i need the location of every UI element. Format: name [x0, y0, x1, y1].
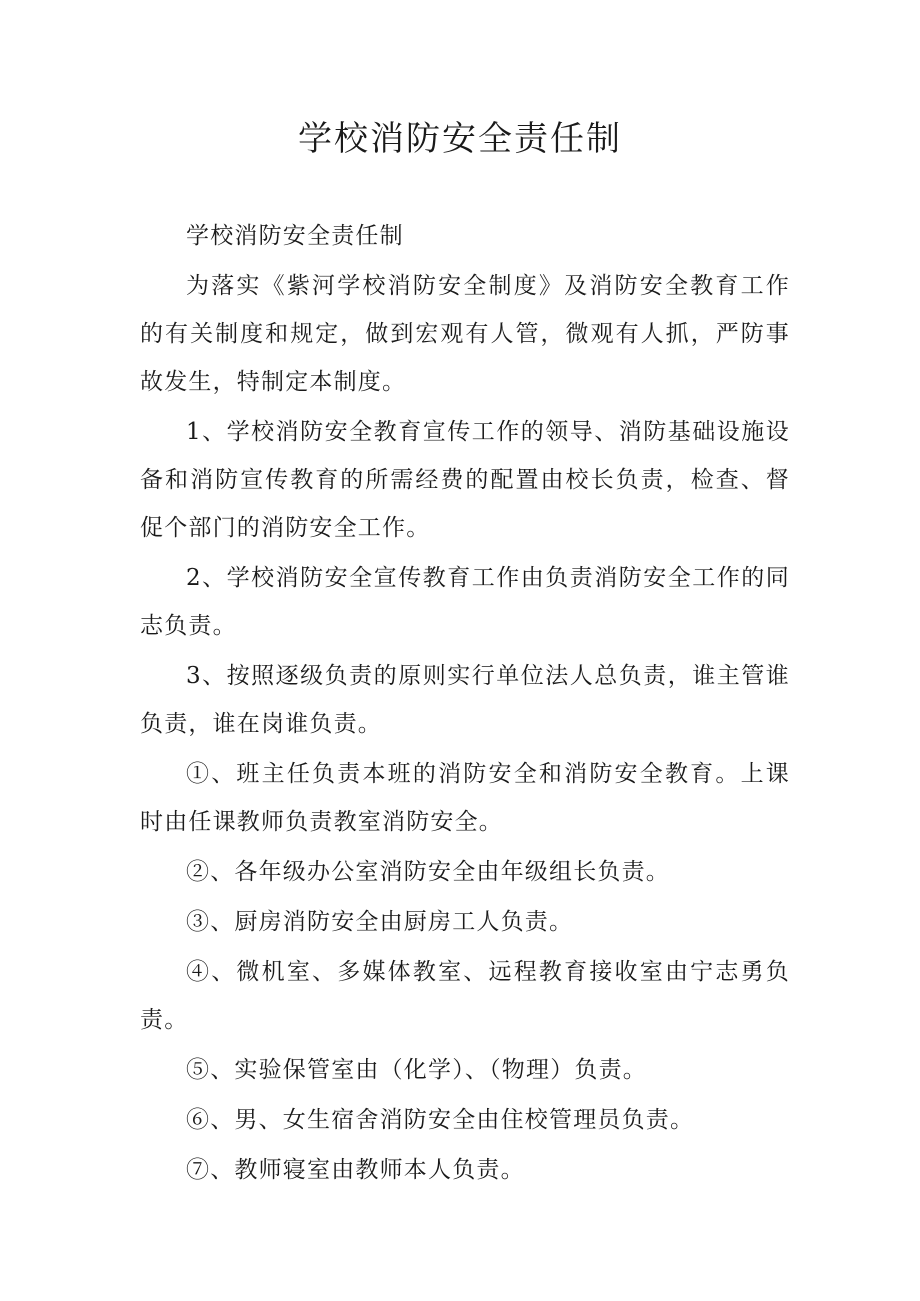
paragraph-item-1: 1、学校消防安全教育宣传工作的领导、消防基础设施设备和消防宣传教育的所需经费的配置由校长负责，检查、督促个部门的消防安全工作。	[140, 419, 790, 541]
paragraph-subitem-7: ⑦、教师寝室由教师本人负责。	[186, 1157, 525, 1183]
paragraph-subitem-5: ⑤、实验保管室由（化学）、（物理）负责。	[186, 1057, 647, 1083]
paragraph-subtitle: 学校消防安全责任制	[186, 223, 404, 249]
paragraph-subitem-1: ①、班主任负责本班的消防安全和消防安全教育。上课时由任课教师负责教室消防安全。	[140, 761, 790, 835]
paragraph-item-3: 3、按照逐级负责的原则实行单位法人总负责，谁主管谁负责，谁在岗谁负责。	[140, 663, 790, 737]
paragraph-subitem-3: ③、厨房消防安全由厨房工人负责。	[186, 909, 574, 935]
paragraph-intro: 为落实《紫河学校消防安全制度》及消防安全教育工作的有关制度和规定，做到宏观有人管，微观有人抓，严防事故发生，特制定本制度。	[140, 273, 790, 395]
paragraph-subitem-4: ④、微机室、多媒体教室、远程教育接收室由宁志勇负责。	[140, 959, 790, 1033]
paragraph-subitem-6: ⑥、男、女生宿舍消防安全由住校管理员负责。	[186, 1107, 695, 1133]
paragraph-subitem-2: ②、各年级办公室消防安全由年级组长负责。	[186, 859, 670, 885]
document-body	[140, 212, 790, 1194]
paragraph-item-2: 2、学校消防安全宣传教育工作由负责消防安全工作的同志负责。	[140, 565, 790, 639]
page-title: 学校消防安全责任制	[298, 119, 622, 159]
